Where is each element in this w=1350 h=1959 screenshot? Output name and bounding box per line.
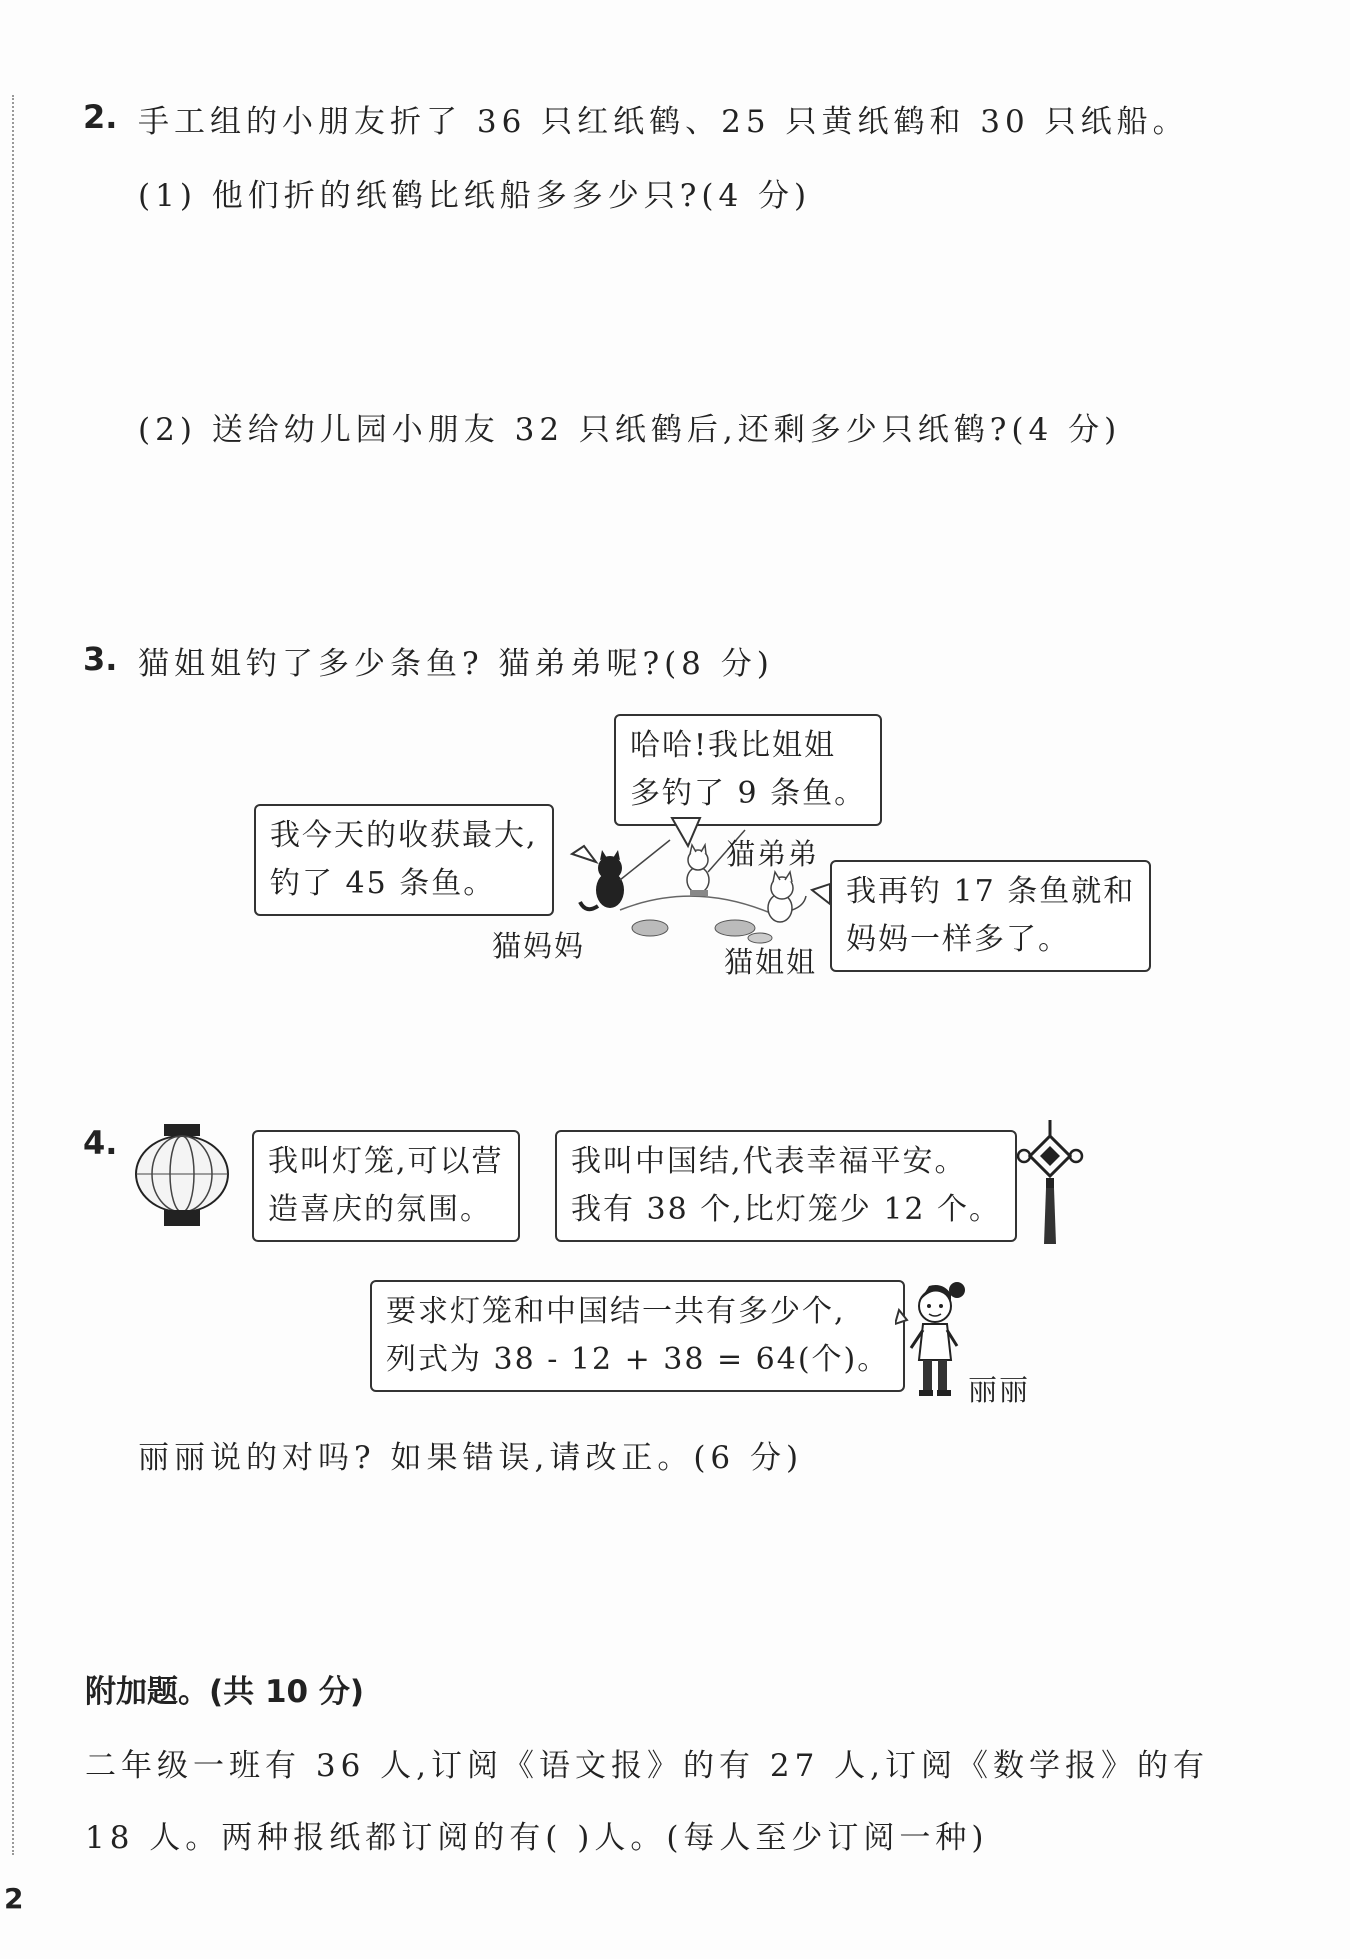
bubble-line: 要求灯笼和中国结一共有多少个, (386, 1294, 846, 1329)
label-cat-brother: 猫弟弟 (726, 837, 820, 871)
question-2-part-1: (1) 他们折的纸鹤比纸船多多少只?(4 分) (138, 178, 812, 214)
question-4-text: 丽丽说的对吗? 如果错误,请改正。(6 分) (138, 1440, 804, 1476)
question-4-number: 4. (83, 1124, 118, 1162)
speech-bubble-cat-mother (254, 804, 554, 916)
lantern-icon (132, 1122, 232, 1232)
binding-margin-line (12, 95, 14, 1855)
page-number: 2 (4, 1882, 24, 1915)
question-2-number: 2. (83, 98, 118, 136)
bubble-line: 我今天的收获最大, (270, 818, 538, 853)
bubble-line: 钓了 45 条鱼。 (270, 866, 496, 901)
bubble-line: 我叫中国结,代表幸福平安。 (571, 1144, 967, 1179)
bubble-line: 我有 38 个,比灯笼少 12 个。 (571, 1192, 1002, 1227)
bubble-line: 我叫灯笼,可以营 (268, 1144, 504, 1179)
question-2-part-2: (2) 送给幼儿园小朋友 32 只纸鹤后,还剩多少只纸鹤?(4 分) (138, 412, 1122, 448)
speech-bubble-cat-sister (830, 860, 1151, 972)
bubble-line: 妈妈一样多了。 (846, 922, 1070, 957)
cat-sister-figure (768, 872, 806, 922)
question-2-text: 手工组的小朋友折了 36 只红纸鹤、25 只黄纸鹤和 30 只纸船。 (138, 104, 1189, 140)
speech-bubble-lantern (252, 1130, 520, 1242)
fishing-cats-illustration (560, 810, 830, 950)
bubble-line: 造喜庆的氛围。 (268, 1192, 492, 1227)
speech-bubble-lili (370, 1280, 905, 1392)
bubble-line: 哈哈!我比姐姐 (630, 728, 837, 763)
bonus-question-line-2: 18 人。两种报纸都订阅的有( )人。(每人至少订阅一种) (85, 1820, 989, 1856)
question-3-text: 猫姐姐钓了多少条鱼? 猫弟弟呢?(8 分) (138, 646, 774, 682)
label-cat-sister: 猫姐姐 (724, 945, 818, 979)
label-lili: 丽丽 (968, 1373, 1031, 1407)
speech-bubble-chinese-knot (555, 1130, 1017, 1242)
chinese-knot-icon (1010, 1120, 1090, 1250)
bubble-line: 我再钓 17 条鱼就和 (846, 874, 1136, 909)
bonus-question-line-1: 二年级一班有 36 人,订阅《语文报》的有 27 人,订阅《数学报》的有 (85, 1748, 1210, 1784)
question-3-number: 3. (83, 640, 118, 678)
bubble-line: 列式为 38 - 12 + 38 = 64(个)。 (386, 1342, 890, 1377)
lili-girl-figure (895, 1276, 975, 1406)
label-cat-mother: 猫妈妈 (492, 929, 586, 963)
bonus-section-title: 附加题。(共 10 分) (85, 1674, 365, 1710)
bubble-line: 多钓了 9 条鱼。 (630, 776, 867, 811)
